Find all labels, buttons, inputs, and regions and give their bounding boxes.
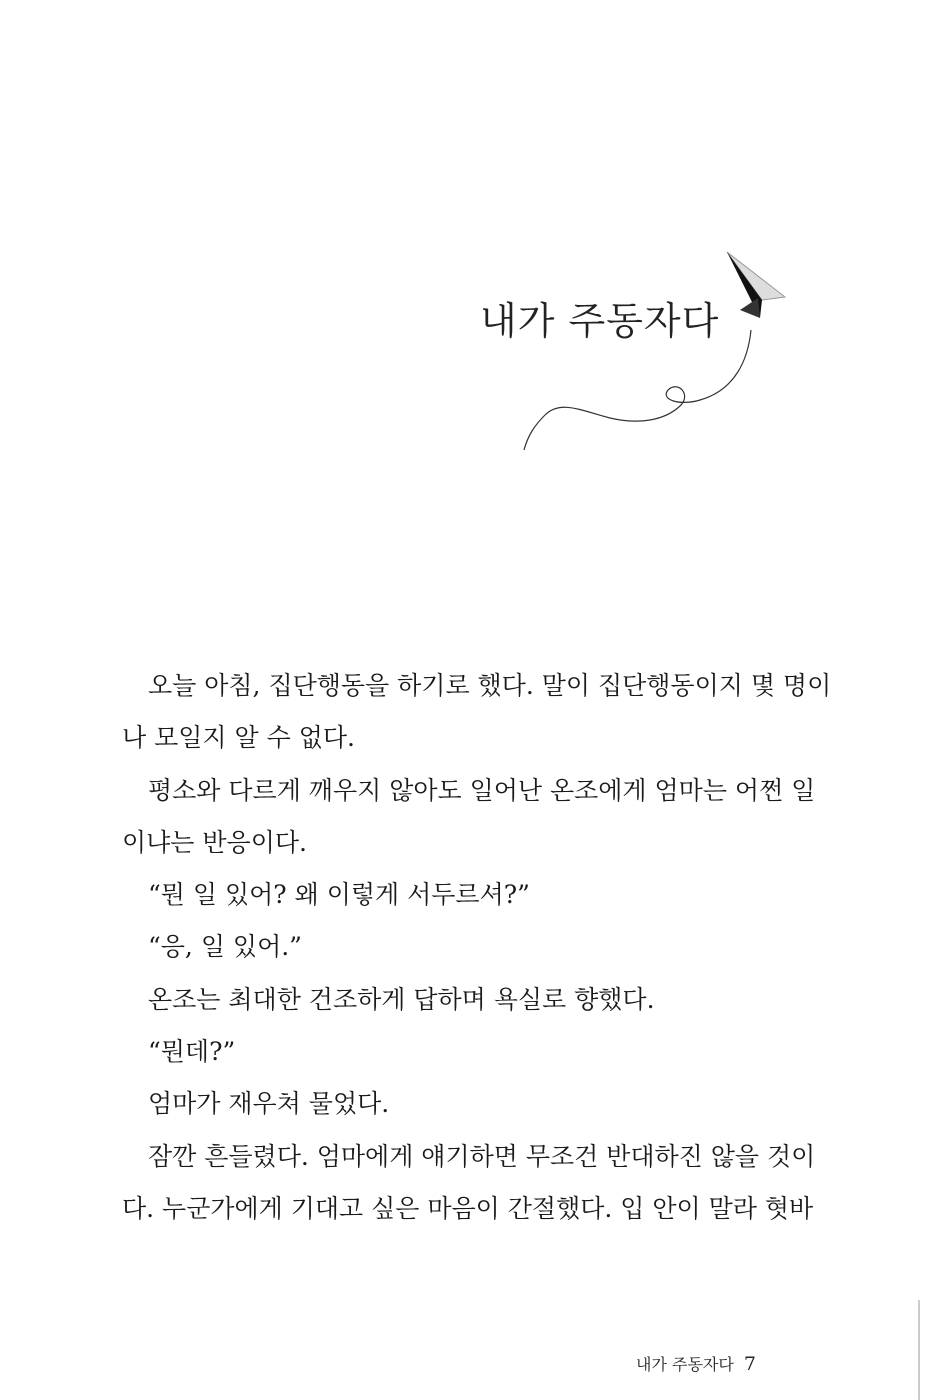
text-line: 오늘 아침, 집단행동을 하기로 했다. 말이 집단행동이지 몇 명이 [148, 671, 832, 700]
chapter-title: 내가 주동자다 [480, 299, 720, 343]
page-edge [918, 1300, 920, 1400]
page-number: 7 [743, 1353, 756, 1375]
paper-airplane-illustration [500, 240, 800, 460]
text-line: 다. 누군가에게 기대고 싶은 마음이 간절했다. 입 안이 말라 혓바 [122, 1193, 814, 1223]
text-line: “뭔 일 있어? 왜 이렇게 서두르셔?” [148, 880, 530, 910]
body-text [122, 660, 832, 1235]
text-line: 잠깐 흔들렸다. 엄마에게 얘기하면 무조건 반대하진 않을 것이 [148, 1141, 816, 1171]
text-line: 엄마가 재우쳐 물었다. [148, 1089, 390, 1119]
text-line: 이냐는 반응이다. [122, 827, 307, 857]
page-footer [636, 1352, 756, 1375]
text-line: 온조는 최대한 건조하게 답하며 욕실로 향했다. [148, 984, 655, 1014]
paper-airplane-icon [727, 252, 785, 318]
flight-trail [524, 330, 751, 450]
running-title: 내가 주동자다 [636, 1355, 734, 1374]
text-line: “뭔데?” [148, 1037, 236, 1067]
text-line: “응, 일 있어.” [148, 932, 302, 962]
text-line: 나 모일지 알 수 없다. [122, 723, 355, 753]
text-line: 평소와 다르게 깨우지 않아도 일어난 온조에게 엄마는 어쩐 일 [148, 775, 816, 805]
